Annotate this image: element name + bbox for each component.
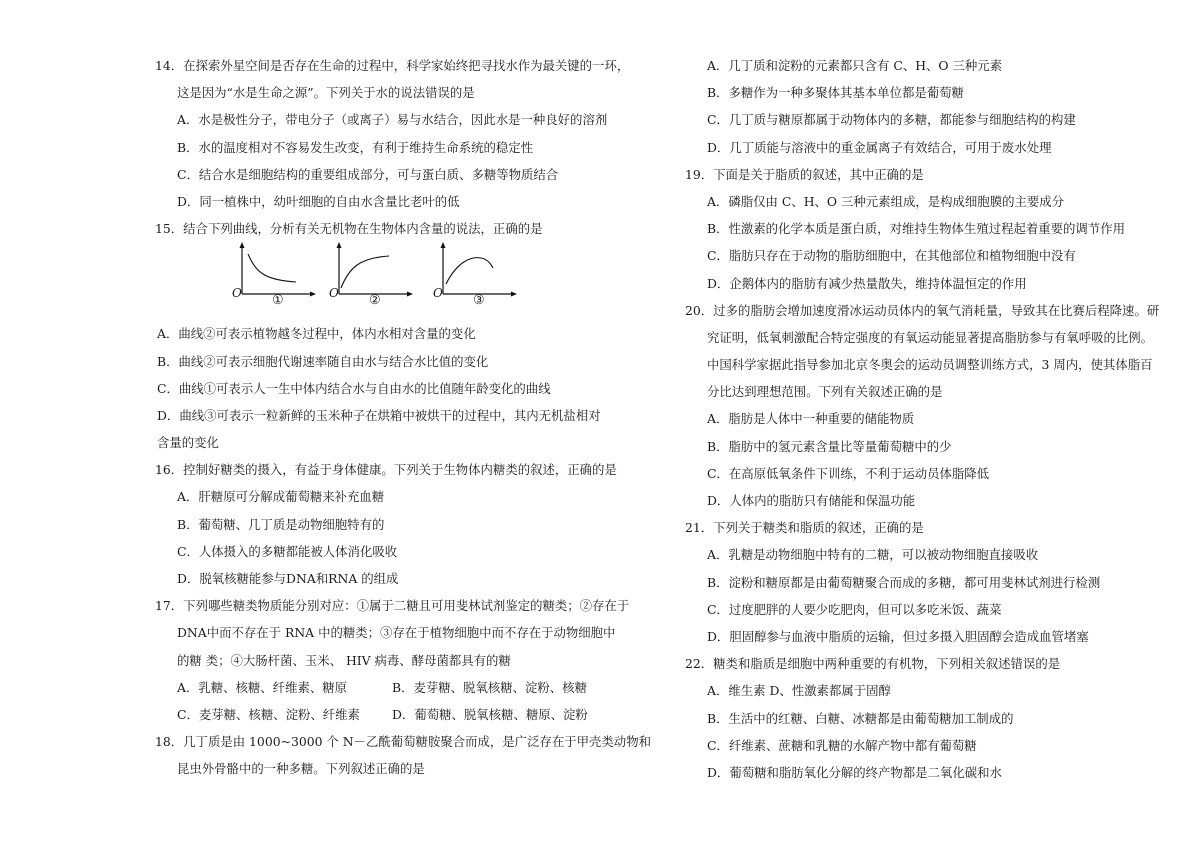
q22-option-a: A．维生素 D、性激素都属于固醇 (707, 683, 891, 699)
q16-option-b: B．葡萄糖、几丁质是动物细胞特有的 (177, 516, 385, 532)
q20-stem-line3: 中国科学家据此指导参加北京冬奥会的运动员调整训练方式，3 周内，使其体脂百 (707, 357, 1153, 373)
q15-option-c: C．曲线①可表示人一生中体内结合水与自由水的比值随年龄变化的曲线 (157, 380, 551, 396)
q21-option-d: D．胆固醇参与血液中脂质的运输，但过多摄入胆固醇会造成血管堵塞 (707, 628, 1089, 644)
q19-option-c: C．脂肪只存在于动物的脂肪细胞中，在其他部位和植物细胞中没有 (707, 248, 1076, 264)
q20-option-c: C．在高原低氧条件下训练，不利于运动员体脂降低 (707, 465, 990, 481)
q22-stem: 22．糖类和脂质是细胞中两种重要的有机物，下列相关叙述错误的是 (685, 656, 1061, 672)
q20-stem-line1: 20．过多的脂肪会增加速度滑冰运动员体内的氧气消耗量，导致其在比赛后程降速。研 (685, 302, 1160, 318)
graph-3 (431, 242, 521, 320)
q15-option-a: A．曲线②可表示植物越冬过程中，体内水相对含量的变化 (157, 326, 476, 342)
q21-option-b: B．淀粉和糖原都是由葡萄糖聚合而成的多糖，都可用斐林试剂进行检测 (707, 574, 1101, 590)
q17-options-row1 (155, 674, 595, 701)
q20-option-d: D．人体内的脂肪只有储能和保温功能 (707, 493, 916, 508)
q16-option-d: D．脱氧核糖能参与DNA和RNA 的组成 (177, 571, 399, 586)
graph-1-origin: O (232, 286, 242, 301)
graph-3-label: ③ (473, 293, 485, 309)
q20-stem-line2: 究证明，低氧刺激配合特定强度的有氧运动能显著提高脂肪参与有氧呼吸的比例。 (707, 329, 1154, 345)
q17-option-b: B．麦芽糖、脱氧核糖、淀粉、核糖 (392, 679, 587, 695)
q18-stem-line2: 昆虫外骨骼中的一种多糖。下列叙述正确的是 (177, 761, 425, 777)
q17-stem-line1: 17．下列哪些糖类物质能分别对应：①属于二糖且可用斐林试剂鉴定的糖类；②存在于 (155, 598, 630, 614)
q18-option-a: A．几丁质和淀粉的元素都只含有 C、H、O 三种元素 (707, 58, 1003, 73)
graph-3-origin: O (433, 286, 443, 301)
q19-option-d: D．企鹅体内的脂肪有减少热量散失，维持体温恒定的作用 (707, 275, 1027, 291)
q15-option-d-line1: D．曲线③可表示一粒新鲜的玉米种子在烘箱中被烘干的过程中，其内无机盐相对 (157, 407, 601, 423)
graph-2 (327, 242, 417, 320)
q19-stem: 19．下面是关于脂质的叙述，其中正确的是 (685, 166, 924, 182)
q16-option-a: A．肝糖原可分解成葡萄糖来补充血糖 (177, 489, 385, 505)
q17-option-d: D．葡萄糖、脱氧核糖、糖原、淀粉 (392, 706, 588, 722)
q17-option-a: A．乳糖、核糖、纤维素、糖原 (177, 679, 348, 695)
q21-stem: 21．下列关于糖类和脂质的叙述，正确的是 (685, 520, 924, 536)
q17-options-row2 (155, 701, 595, 728)
q22-option-c: C．纤维素、蔗糖和乳糖的水解产物中都有葡萄糖 (707, 737, 977, 753)
q17-stem-line2: DNA中而不存在于 RNA 中的糖类；③存在于植物细胞中而不存在于动物细胞中 (177, 625, 616, 641)
q15-option-d-line2: 含量的变化 (157, 435, 219, 451)
q14-option-d: D．同一植株中，幼叶细胞的自由水含量比老叶的低 (177, 193, 460, 209)
q16-stem: 16．控制好糖类的摄入，有益于身体健康。下列关于生物体内糖类的叙述，正确的是 (155, 462, 617, 478)
q16-option-c: C．人体摄入的多糖都能被人体消化吸收 (177, 543, 398, 559)
q20-option-a: A．脂肪是人体中一种重要的储能物质 (707, 411, 915, 427)
q14-option-b: B．水的温度相对不容易发生改变，有利于维持生命系统的稳定性 (177, 139, 534, 155)
q20-option-b: B．脂肪中的氢元素含量比等量葡萄糖中的少 (707, 438, 952, 454)
q17-option-c: C．麦芽糖、核糖、淀粉、纤维素 (177, 706, 360, 722)
graph-2-label: ② (369, 293, 381, 309)
q18-option-b: B．多糖作为一种多聚体其基本单位都是葡萄糖 (707, 85, 964, 101)
q19-option-a: A．磷脂仅由 C、H、O 三种元素组成，是构成细胞膜的主要成分 (707, 193, 1065, 209)
graph-2-origin: O (329, 286, 339, 301)
q18-option-c: C．几丁质与糖原都属于动物体内的多糖，都能参与细胞结构的构建 (707, 112, 1076, 128)
q14-option-c: C．结合水是细胞结构的重要组成部分，可与蛋白质、多糖等物质结合 (177, 166, 559, 182)
left-column (155, 52, 651, 783)
q14-stem-line1: 14．在探索外星空间是否存在生命的过程中，科学家始终把寻找水作为最关键的一环， (155, 58, 630, 73)
q14-option-a: A．水是极性分子，带电分子（或离子）易与水结合，因此水是一种良好的溶剂 (177, 112, 608, 128)
q21-option-a: A．乳糖是动物细胞中特有的二糖，可以被动物细胞直接吸收 (707, 547, 1039, 563)
q21-option-c: C．过度肥胖的人要少吃肥肉，但可以多吃米饭、蔬菜 (707, 601, 1002, 617)
right-column (685, 52, 1160, 786)
q20-stem-line4: 分比达到理想范围。下列有关叙述正确的是 (707, 384, 943, 400)
q22-option-d: D．葡萄糖和脂肪氧化分解的终产物都是二氧化碳和水 (707, 764, 1002, 780)
q22-option-b: B．生活中的红糖、白糖、冰糖都是由葡萄糖加工制成的 (707, 710, 1014, 726)
q18-option-d: D．几丁质能与溶液中的重金属离子有效结合，可用于废水处理 (707, 139, 1052, 155)
graph-1 (230, 242, 320, 320)
q17-stem-line3: 的糖 类；④大肠杆菌、玉米、 HIV 病毒、酵母菌都具有的糖 (177, 652, 511, 668)
graph-1-label: ① (272, 293, 284, 309)
q14-stem-line2: 这是因为“水是生命之源”。下列关于水的说法错误的是 (177, 85, 475, 101)
q15-stem: 15．结合下列曲线，分析有关无机物在生物体内含量的说法，正确的是 (155, 221, 543, 237)
q15-graphs (155, 242, 595, 320)
q15-option-b: B．曲线②可表示细胞代谢速率随自由水与结合水比值的变化 (157, 353, 489, 369)
q19-option-b: B．性激素的化学本质是蛋白质，对维持生物体生殖过程起着重要的调节作用 (707, 221, 1125, 237)
q18-stem-line1: 18．几丁质是由 1000~3000 个 N－乙酰葡萄糖胺聚合而成，是广泛存在于甲壳类动物和 (155, 734, 651, 750)
